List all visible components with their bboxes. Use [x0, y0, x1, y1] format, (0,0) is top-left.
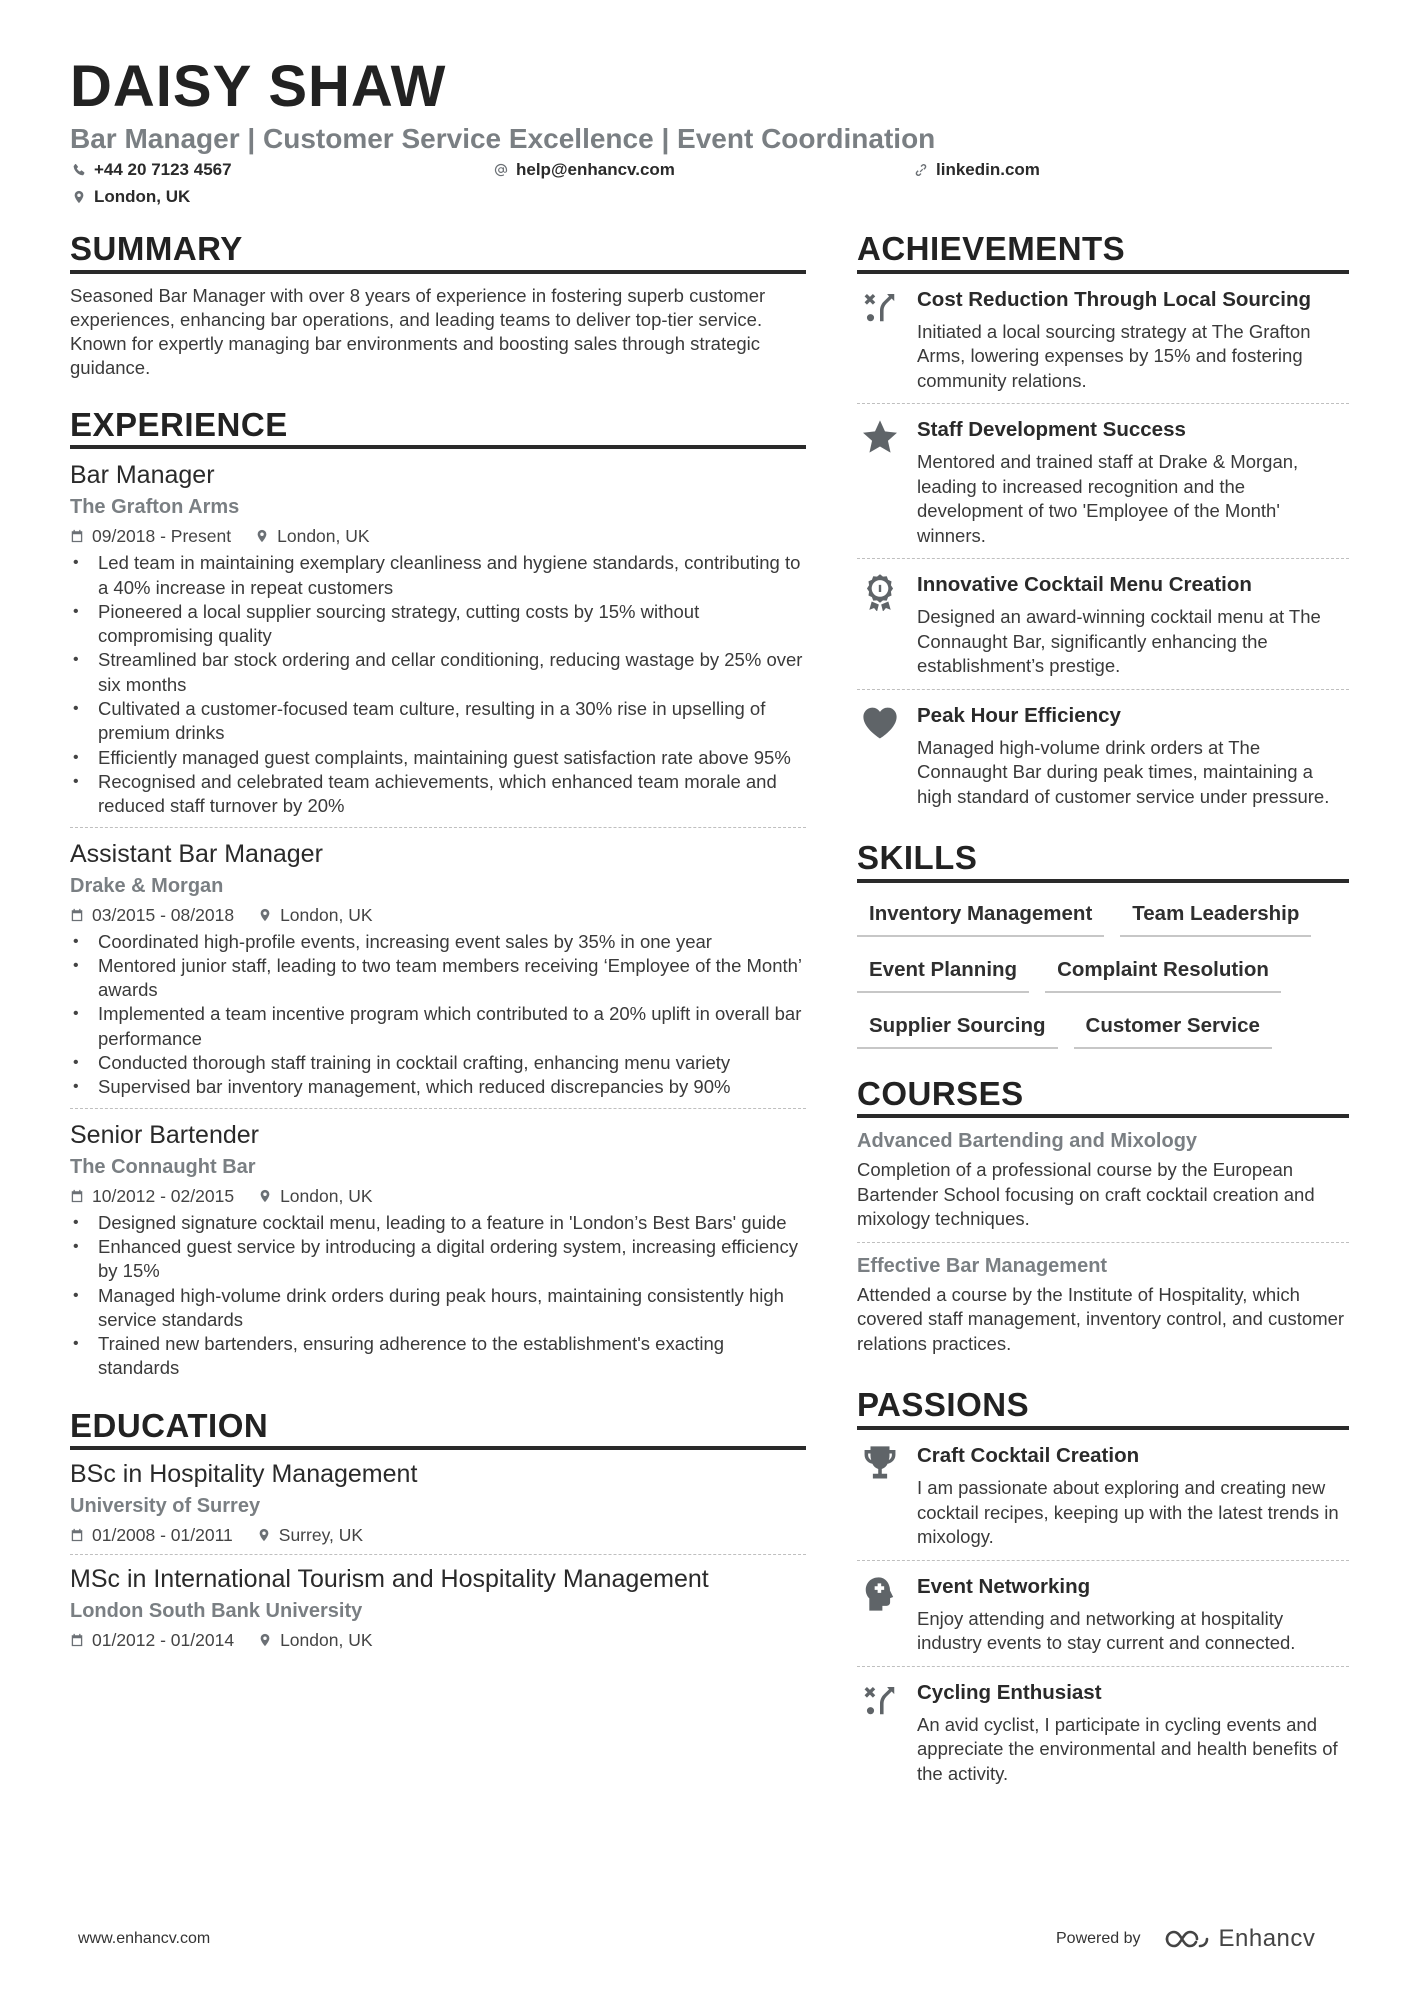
location-pin-icon: [257, 1528, 271, 1542]
location-pin-icon: [255, 529, 269, 543]
calendar-icon: [70, 1633, 84, 1647]
footer-branding: [1056, 1925, 1315, 1953]
course-entry: [857, 1242, 1349, 1367]
trophy-icon: [861, 1444, 899, 1482]
course-title: Advanced Bartending and Mixology: [857, 1130, 1198, 1153]
bullet-item: • Streamlined bar stock ordering and cellar conditioning, reducing wastage by 25% over six months: [70, 648, 806, 697]
skill-tag: Inventory Management: [857, 897, 1104, 937]
bullet-item: • Recognised and celebrated team achievements, which enhanced team morale and reduced staff turnover by 20%: [70, 770, 806, 819]
bullet-item: • Enhanced guest service by introducing a digital ordering system, increasing efficiency by 15%: [70, 1235, 806, 1284]
education-entry: [70, 1554, 806, 1659]
company-name: The Grafton Arms: [70, 496, 240, 519]
calendar-icon: [70, 529, 84, 543]
course-desc: Completion of a professional course by the European Bartender School focusing on craft cocktail creation and mixology techniques.: [857, 1159, 1315, 1230]
bullet-item: • Cultivated a customer-focused team culture, resulting in a 30% rise in upselling of premium drinks: [70, 697, 806, 746]
heart-icon: [861, 704, 899, 742]
job-meta: [70, 523, 806, 549]
education-location: Surrey, UK: [278, 1525, 364, 1546]
passion-desc: An avid cyclist, I participate in cycling events and appreciate the environmental and health benefits of the activity.: [917, 1713, 1338, 1784]
job-meta: [70, 902, 806, 928]
route-icon: [861, 288, 899, 326]
bullet-item: • Designed signature cocktail menu, leading to a feature in 'London’s Best Bars' guide: [70, 1211, 806, 1235]
job-bullets: [70, 1211, 806, 1381]
achievement-desc: Designed an award-winning cocktail menu at The Connaught Bar, significantly enhancing the establishment’s prestige.: [917, 606, 1321, 677]
skills-section: [857, 841, 1349, 1049]
footer-website[interactable]: www.enhancv.com: [78, 1930, 211, 1947]
job-title: Bar Manager: [70, 461, 215, 490]
summary-text: Seasoned Bar Manager with over 8 years of experience in fostering superb customer experiences, enhancing bar operations, and leading teams to deliver top-tier service. Known for expertly managing bar environments and boosting sales through strategic guidance.: [70, 284, 766, 378]
brand-name: Enhancv: [1218, 1925, 1316, 1952]
course-title: Effective Bar Management: [857, 1254, 1108, 1277]
location-pin-icon: [258, 1189, 272, 1203]
linkedin-link[interactable]: linkedin.com: [936, 160, 1040, 179]
achievement-title: Innovative Cocktail Menu Creation: [917, 573, 1252, 597]
job-location: London, UK: [277, 526, 370, 547]
passions-title: PASSIONS: [857, 1388, 1349, 1430]
bullet-item: • Conducted thorough staff training in cocktail crafting, enhancing menu variety: [70, 1051, 806, 1075]
achievement-desc: Managed high-volume drink orders at The Connaught Bar during peak times, maintaining a high standard of customer service under pressure.: [917, 736, 1330, 807]
course-desc: Attended a course by the Institute of Hospitality, which covered staff management, inventory control, and customer relations practices.: [857, 1283, 1345, 1354]
location-text: London, UK: [94, 187, 191, 206]
school-name: University of Surrey: [70, 1495, 261, 1518]
achievement-desc: Mentored and trained staff at Drake & Morgan, leading to increased recognition and the development of two 'Employee of the Month' winners.: [917, 451, 1299, 546]
achievements-section: [857, 232, 1349, 819]
skills-list: [857, 897, 1349, 1049]
phone-text: +44 20 7123 4567: [94, 160, 232, 179]
job-location: London, UK: [280, 1185, 373, 1206]
head-brain-icon: [861, 1575, 899, 1613]
candidate-name: DAISY SHAW: [70, 54, 447, 119]
education-section: [70, 1406, 806, 1660]
skill-tag: Event Planning: [857, 953, 1029, 993]
achievement-entry: [857, 403, 1349, 558]
bullet-item: • Coordinated high-profile events, increasing event sales by 35% in one year: [70, 930, 806, 954]
star-icon: [861, 418, 899, 456]
contact-phone: [72, 160, 232, 180]
achievements-title: ACHIEVEMENTS: [857, 232, 1349, 274]
education-dates: 01/2012 - 01/2014: [92, 1630, 235, 1651]
job-dates: 09/2018 - Present: [92, 526, 232, 547]
location-pin-icon: [258, 908, 272, 922]
at-icon: [494, 163, 508, 177]
achievement-title: Staff Development Success: [917, 418, 1186, 442]
company-name: Drake & Morgan: [70, 874, 224, 897]
summary-title: SUMMARY: [70, 232, 806, 274]
passion-title: Craft Cocktail Creation: [917, 1444, 1140, 1468]
passion-entry: [857, 1560, 1349, 1666]
contact-email: [494, 160, 675, 180]
left-column: [70, 232, 806, 1659]
calendar-icon: [70, 908, 84, 922]
job-dates: 03/2015 - 08/2018: [92, 904, 235, 925]
link-icon: [914, 163, 928, 177]
contact-location: [72, 187, 190, 207]
route-icon: [861, 1681, 899, 1719]
achievement-title: Cost Reduction Through Local Sourcing: [917, 287, 1312, 311]
achievement-entry: [857, 274, 1349, 404]
experience-section: [70, 405, 806, 1389]
courses-title: COURSES: [857, 1077, 1349, 1119]
location-pin-icon: [72, 190, 86, 204]
bullet-item: • Led team in maintaining exemplary cleanliness and hygiene standards, contributing to a 40% increase in repeat customers: [70, 551, 806, 600]
achievement-entry: [857, 689, 1349, 820]
passion-entry: [857, 1666, 1349, 1797]
achievement-entry: [857, 558, 1349, 689]
email-link[interactable]: help@enhancv.com: [516, 160, 675, 179]
bullet-item: • Mentored junior staff, leading to two team members receiving ‘Employee of the Month’ awards: [70, 954, 806, 1003]
bullet-item: • Efficiently managed guest complaints, maintaining guest satisfaction rate above 95%: [70, 746, 806, 770]
education-dates: 01/2008 - 01/2011: [92, 1525, 233, 1546]
job-entry: [70, 827, 806, 1108]
job-title: Assistant Bar Manager: [70, 839, 323, 868]
skill-tag: Customer Service: [1074, 1009, 1272, 1049]
bullet-item: • Implemented a team incentive program which contributed to a 20% uplift in overall bar performance: [70, 1002, 806, 1051]
job-entry: [70, 449, 806, 826]
enhancv-logo-icon: [1163, 1927, 1211, 1951]
job-dates: 10/2012 - 02/2015: [92, 1185, 235, 1206]
skill-tag: Team Leadership: [1120, 897, 1311, 937]
course-entry: [857, 1118, 1349, 1242]
phone-icon: [72, 163, 86, 177]
degree-title: MSc in International Tourism and Hospitality Management: [70, 1565, 709, 1594]
school-name: London South Bank University: [70, 1600, 363, 1623]
achievement-title: Peak Hour Efficiency: [917, 703, 1121, 727]
passions-section: [857, 1388, 1349, 1796]
job-location: London, UK: [280, 904, 373, 925]
bullet-item: • Pioneered a local supplier sourcing strategy, cutting costs by 15% without compromising quality: [70, 600, 806, 649]
passion-desc: Enjoy attending and networking at hospitality industry events to stay current and connected.: [917, 1607, 1296, 1654]
education-location: London, UK: [280, 1630, 373, 1651]
passion-title: Cycling Enthusiast: [917, 1680, 1102, 1704]
job-bullets: [70, 551, 806, 818]
contact-linkedin: [914, 160, 1040, 180]
award-badge-icon: [861, 573, 899, 611]
powered-by-text: Powered by: [1056, 1930, 1141, 1947]
job-meta: [70, 1183, 806, 1209]
skills-title: SKILLS: [857, 841, 1349, 883]
passion-entry: [857, 1430, 1349, 1560]
calendar-icon: [70, 1528, 84, 1542]
skill-tag: Complaint Resolution: [1045, 953, 1281, 993]
education-title: EDUCATION: [70, 1409, 806, 1451]
passion-desc: I am passionate about exploring and creating new cocktail recipes, keeping up with the latest trends in mixology.: [917, 1477, 1339, 1548]
education-meta: [70, 1627, 806, 1653]
degree-title: BSc in Hospitality Management: [70, 1460, 418, 1489]
headline: Bar Manager | Customer Service Excellence | Event Coordination: [70, 123, 936, 154]
courses-section: [857, 1074, 1349, 1367]
job-bullets: [70, 930, 806, 1100]
right-column: [857, 232, 1349, 1796]
passion-title: Event Networking: [917, 1574, 1091, 1598]
job-entry: [70, 1108, 806, 1389]
education-entry: [70, 1450, 806, 1554]
job-title: Senior Bartender: [70, 1120, 260, 1149]
summary-section: [70, 232, 806, 380]
bullet-item: • Supervised bar inventory management, which reduced discrepancies by 90%: [70, 1075, 806, 1099]
enhancv-logo[interactable]: [1163, 1925, 1316, 1953]
company-name: The Connaught Bar: [70, 1155, 256, 1178]
education-meta: [70, 1522, 806, 1548]
bullet-item: • Trained new bartenders, ensuring adherence to the establishment's exacting standards: [70, 1332, 806, 1381]
location-pin-icon: [258, 1633, 272, 1647]
achievement-desc: Initiated a local sourcing strategy at The Grafton Arms, lowering expenses by 15% and fostering community relations.: [917, 320, 1311, 391]
skill-tag: Supplier Sourcing: [857, 1009, 1058, 1049]
calendar-icon: [70, 1189, 84, 1203]
bullet-item: • Managed high-volume drink orders during peak hours, maintaining consistently high service standards: [70, 1284, 806, 1333]
experience-title: EXPERIENCE: [70, 408, 806, 450]
